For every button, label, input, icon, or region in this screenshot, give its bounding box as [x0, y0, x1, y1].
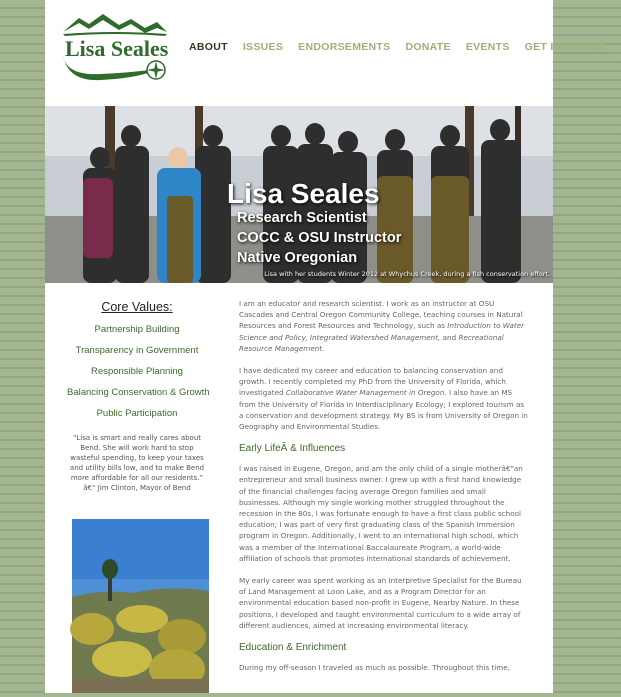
- landscape-photo: [72, 519, 209, 693]
- core-value-item: Public Participation: [96, 408, 178, 419]
- core-value-item: Transparency in Government: [75, 345, 199, 356]
- course-name: Recreational Resource Management.: [239, 332, 504, 353]
- logo-text: Lisa Seales: [65, 36, 169, 61]
- endorsement-quote: [67, 433, 207, 493]
- paragraph-early-career: My early career was spent working as an Interpretive Specialist for the Bureau of Land Management at Loon Lake, and as a Program Director for an environmental education based non-profit in Eugene, Nearby Nature. In these positions, I developed and taught environmental curriculum to a wide array of different audiences, aimed at increasing environmental literacy.: [239, 576, 522, 630]
- site-header: [45, 0, 606, 106]
- core-value-item: Balancing Conservation & Growth: [67, 387, 210, 398]
- heading-early-life: Early LifeÂ & Influences: [239, 443, 346, 455]
- dissertation-title: Collaborative Water Management in Oregon: [285, 388, 445, 398]
- paragraph-travel: During my off-season I traveled as much as possible. Throughout this time,: [239, 663, 511, 673]
- core-value-item: Partnership Building: [94, 324, 180, 335]
- paragraph-education: [239, 365, 529, 432]
- page: [45, 0, 606, 693]
- text-span: I am an educator and research scientist. I work as an instructor at OSU Cascades and Central Oregon Community College, teaching courses in Natural Resources and Forest Resources and Technology, such as: [239, 299, 523, 331]
- nav-events[interactable]: EVENTS: [465, 41, 510, 53]
- hero-line-instructor: COCC & OSU Instructor: [237, 230, 402, 246]
- quote-text: “Lisa is smart and really cares about Bend. She will work hard to stop wasteful spending, to keep your taxes and utility bills low, and to make Bend more affordable for all our residents.”: [69, 434, 205, 482]
- course-names: Introduction to Water Science and Policy, Integrated Watershed Management,: [239, 321, 525, 342]
- nav-endorsements[interactable]: ENDORSEMENTS: [298, 41, 391, 53]
- text-span: . I also have an MS from the University of Florida in Interdisciplinary Ecology; I explored tourism as a conservation and development strategy. My BS is from University of Oregon in Geography and Environmental Studies.: [239, 388, 528, 432]
- nav-donate[interactable]: DONATE: [405, 41, 451, 53]
- paragraph-early-life: I was raised in Eugene, Oregon, and am the only child of a single motherâ€"an entrepreneur and small business owner. I grew up with a first hand knowledge of the financial challenges facing average Oregon families and small businesses. Although my single working mother struggled throughout the recession in the 80s, I was fortunate enough to have a first class public school education; I was part of very first graduating class of the Spanish Immersion program in Oregon. Additionally, I went to an international high school, which was a member of the International Baccalaureate Program, a world-wide affiliation of schools that promotes international standards of achievement.: [239, 464, 523, 563]
- core-values-sidebar: [67, 300, 210, 493]
- hero-caption: Lisa with her students Winter 2012 at Whychus Creek, during a fish conservation effort.: [264, 270, 550, 278]
- paragraph-intro: [239, 298, 529, 354]
- text-span: I have dedicated my career and education to balancing conservation and growth. I recently completed my PhD from the University of Florida, which investigated: [239, 366, 506, 398]
- hero-line-research-scientist: Research Scientist: [237, 210, 367, 226]
- nav-get-involved[interactable]: GET INVOLVED: [524, 41, 606, 53]
- hero-banner: [45, 106, 553, 283]
- nav-issues[interactable]: ISSUES: [242, 41, 284, 53]
- hero-line-native-oregonian: Native Oregonian: [237, 250, 358, 266]
- main-nav: [189, 41, 621, 53]
- heading-education-enrichment: Education & Enrichment: [239, 642, 347, 654]
- about-content: [239, 298, 529, 684]
- core-value-item: Responsible Planning: [91, 366, 183, 377]
- text-span: and: [440, 332, 459, 342]
- hero-title: Lisa Seales: [227, 178, 380, 209]
- quote-attribution: â€“ Jim Clinton, Mayor of Bend: [83, 484, 191, 492]
- landscape-image: [72, 519, 209, 693]
- nav-about[interactable]: ABOUT: [189, 41, 228, 53]
- site-logo[interactable]: [61, 10, 171, 86]
- core-values-title: Core Values:: [101, 300, 173, 314]
